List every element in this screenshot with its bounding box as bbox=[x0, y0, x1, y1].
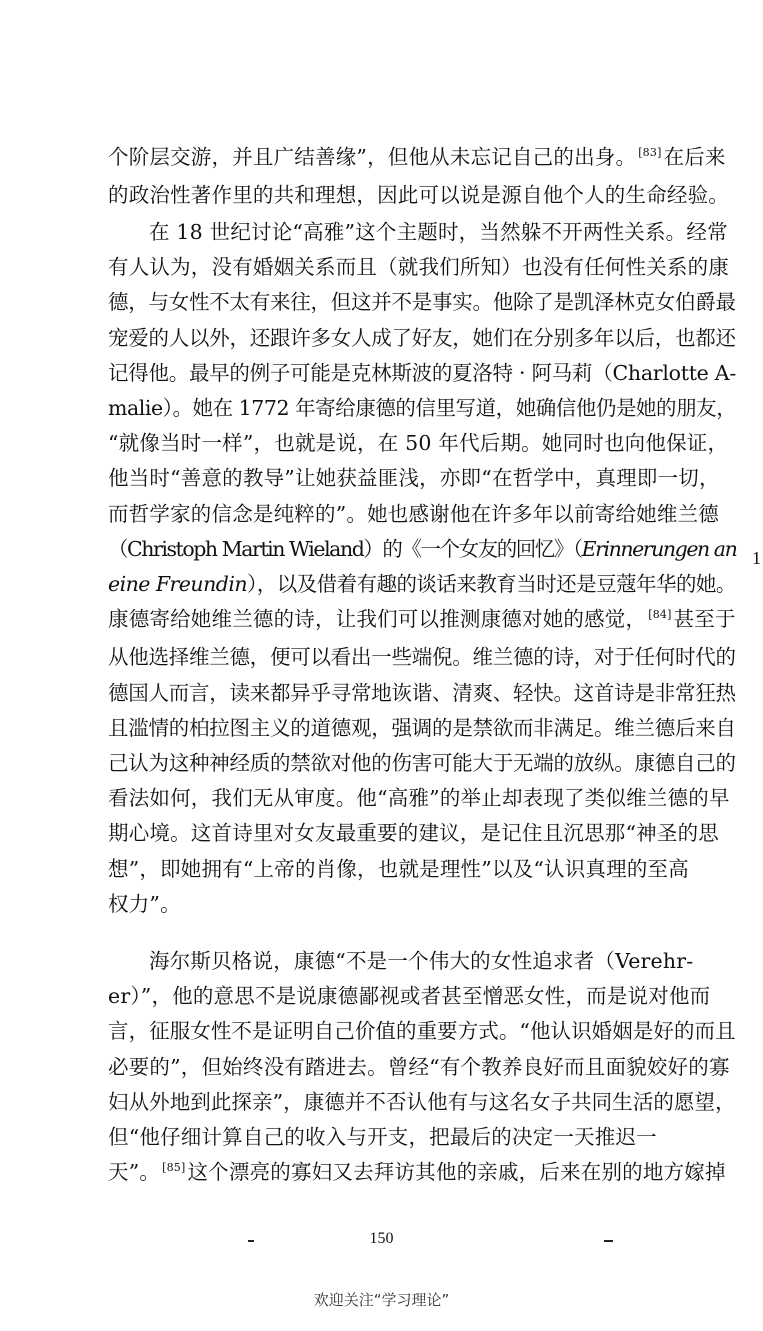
text-line: 但“他仔细计算自己的收入与开支，把最后的决定一天推迟一 bbox=[108, 1125, 657, 1150]
text-line: 海尔斯贝格说，康德“不是一个伟大的女性追求者（Verehr- bbox=[149, 949, 694, 973]
text-line: 想”，即她拥有“上帝的肖像，也就是理性”以及“认识真理的至高 bbox=[108, 856, 689, 881]
margin-mark: 1 bbox=[752, 548, 761, 568]
text-line: er）”，他的意思不是说康德鄙视或者甚至憎恶女性，而是说对他而 bbox=[108, 984, 711, 1009]
text-line: 康德寄给她维兰德的诗，让我们可以推测康德对她的感觉， [84]甚至于 bbox=[108, 607, 736, 632]
text-line: 天”。 [85]这个漂亮的寡妇又去拜访其他的亲戚，后来在别的地方嫁掉 bbox=[108, 1160, 726, 1185]
text-line: 己认为这种神经质的禁欲对他的伤害可能大于无端的放纵。康德自己的 bbox=[108, 751, 736, 776]
text-line: 必要的”，但始终没有踏进去。曾经“有个教养良好而且面貌姣好的寡 bbox=[108, 1054, 730, 1079]
italic-title: eine Freundin bbox=[108, 572, 248, 597]
text-line: 妇从外地到此探亲”，康德并不否认他有与这名女子共同生活的愿望， bbox=[108, 1089, 736, 1114]
text-line: malie）。她在 1772 年寄给康德的信里写道，她确信他仍是她的朋友， bbox=[108, 396, 737, 421]
text-line: 看法如何，我们无从审度。他“高雅”的举止却表现了类似维兰德的早 bbox=[108, 786, 730, 811]
footnote-ref-83[interactable]: [83] bbox=[638, 146, 662, 159]
text-line: （Christoph Martin Wieland）的《一个女友的回忆》（Erinnerungen an bbox=[108, 536, 737, 561]
paragraph-1 bbox=[108, 140, 736, 213]
scan-mark-right bbox=[604, 1240, 613, 1242]
text-line: 在 18 世纪讨论“高雅”这个主题时，当然躲不开两性关系。经常 bbox=[149, 220, 728, 244]
text-line: 德国人而言，读来都异乎寻常地诙谐、清爽、轻快。这首诗是非常狂热 bbox=[108, 680, 736, 705]
text-line: 德，与女性不太有来往，但这并不是事实。他除了是凯泽林克女伯爵最 bbox=[108, 290, 736, 315]
text-line: eine Freundin），以及借着有趣的谈话来教育当时还是豆蔻年华的她。 bbox=[108, 572, 736, 597]
text-line: 个阶层交游，并且广结善缘”，但他从未忘记自己的出身。 [83]在后来 bbox=[108, 145, 726, 169]
text-line: 有人认为，没有婚姻关系而且（就我们所知）也没有任何性关系的康 bbox=[108, 255, 729, 280]
text-line: 期心境。这首诗里对女友最重要的建议，是记住且沉思那“神圣的思 bbox=[108, 821, 719, 846]
italic-title: Erinnerungen an bbox=[581, 536, 737, 561]
text-line: 的政治性著作里的共和理想，因此可以说是源自他个人的生命经验。 bbox=[108, 183, 729, 208]
footnote-ref-84[interactable]: [84] bbox=[648, 608, 672, 622]
text-line: 宠爱的人以外，还跟许多女人成了好友，她们在分别多年以后，也都还 bbox=[108, 325, 736, 350]
text-line: 记得他。最早的例子可能是克林斯波的夏洛特 · 阿马莉（Charlotte A- bbox=[108, 360, 737, 385]
text-line: “就像当时一样”，也就是说，在 50 年代后期。她同时也向他保证， bbox=[108, 431, 729, 456]
footer-watermark: 欢迎关注“学习理论” bbox=[313, 1291, 450, 1309]
page-number: 150 bbox=[369, 1230, 394, 1247]
text-line: 言，征服女性不是证明自己价值的重要方式。“他认识婚姻是好的而且 bbox=[108, 1019, 736, 1044]
footnote-ref-85[interactable]: [85] bbox=[162, 1161, 186, 1175]
text-line: 从他选择维兰德，便可以看出一些端倪。维兰德的诗，对于任何时代的 bbox=[108, 645, 736, 670]
text-line: 而哲学家的信念是纯粹的”。她也感谢他在许多年以前寄给她维兰德 bbox=[108, 501, 719, 526]
paragraph-2 bbox=[108, 215, 736, 922]
paragraph-3 bbox=[108, 944, 736, 1193]
text-line: 且滥情的柏拉图主义的道德观，强调的是禁欲而非满足。维兰德后来自 bbox=[108, 715, 736, 740]
text-line: 他当时“善意的教导”让她获益匪浅，亦即“在哲学中，真理即一切， bbox=[108, 466, 720, 491]
text-line: 权力”。 bbox=[108, 891, 181, 916]
